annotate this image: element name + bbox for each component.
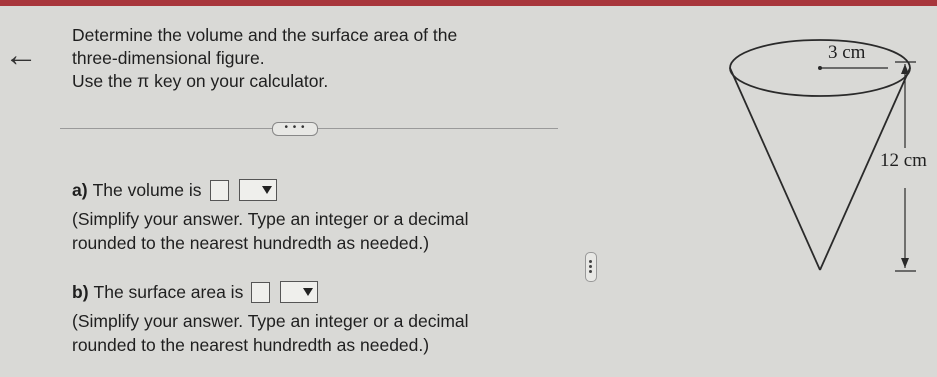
cone-center-point [818,66,822,70]
caret-down-icon [262,186,272,194]
volume-unit-dropdown[interactable] [239,179,277,201]
part-b-text: The surface area is [93,282,244,302]
more-button[interactable]: • • • [272,122,318,136]
part-a-hint-2: rounded to the nearest hundredth as needed.) [72,233,430,253]
back-arrow-icon[interactable]: ← [4,36,38,74]
part-a [72,178,469,255]
volume-answer-input[interactable] [210,180,229,201]
arrow-down-icon [901,258,909,268]
part-b-hint-1: (Simplify your answer. Type an integer or a decimal [72,311,469,331]
arrow-up-icon [901,64,909,74]
height-label: 12 cm [880,150,927,171]
top-bar [0,0,937,6]
part-a-hint-1: (Simplify your answer. Type an integer or a decimal [72,209,469,229]
part-a-text: The volume is [92,180,202,200]
part-b-hint-2: rounded to the nearest hundredth as needed.) [72,335,430,355]
radius-label: 3 cm [828,42,866,63]
cone-left-edge [730,68,820,270]
panel-resize-handle[interactable] [585,252,597,282]
part-b-label: b) [72,282,89,302]
question-line-3: Use the π key on your calculator. [72,71,329,91]
surface-area-answer-input[interactable] [251,282,270,303]
part-a-label: a) [72,180,88,200]
surface-area-unit-dropdown[interactable] [280,281,318,303]
question-line-2: three-dimensional figure. [72,48,265,68]
part-b [72,280,469,357]
question-line-1: Determine the volume and the surface area of the [72,25,458,45]
question-text [72,24,502,93]
caret-down-icon [303,288,313,296]
